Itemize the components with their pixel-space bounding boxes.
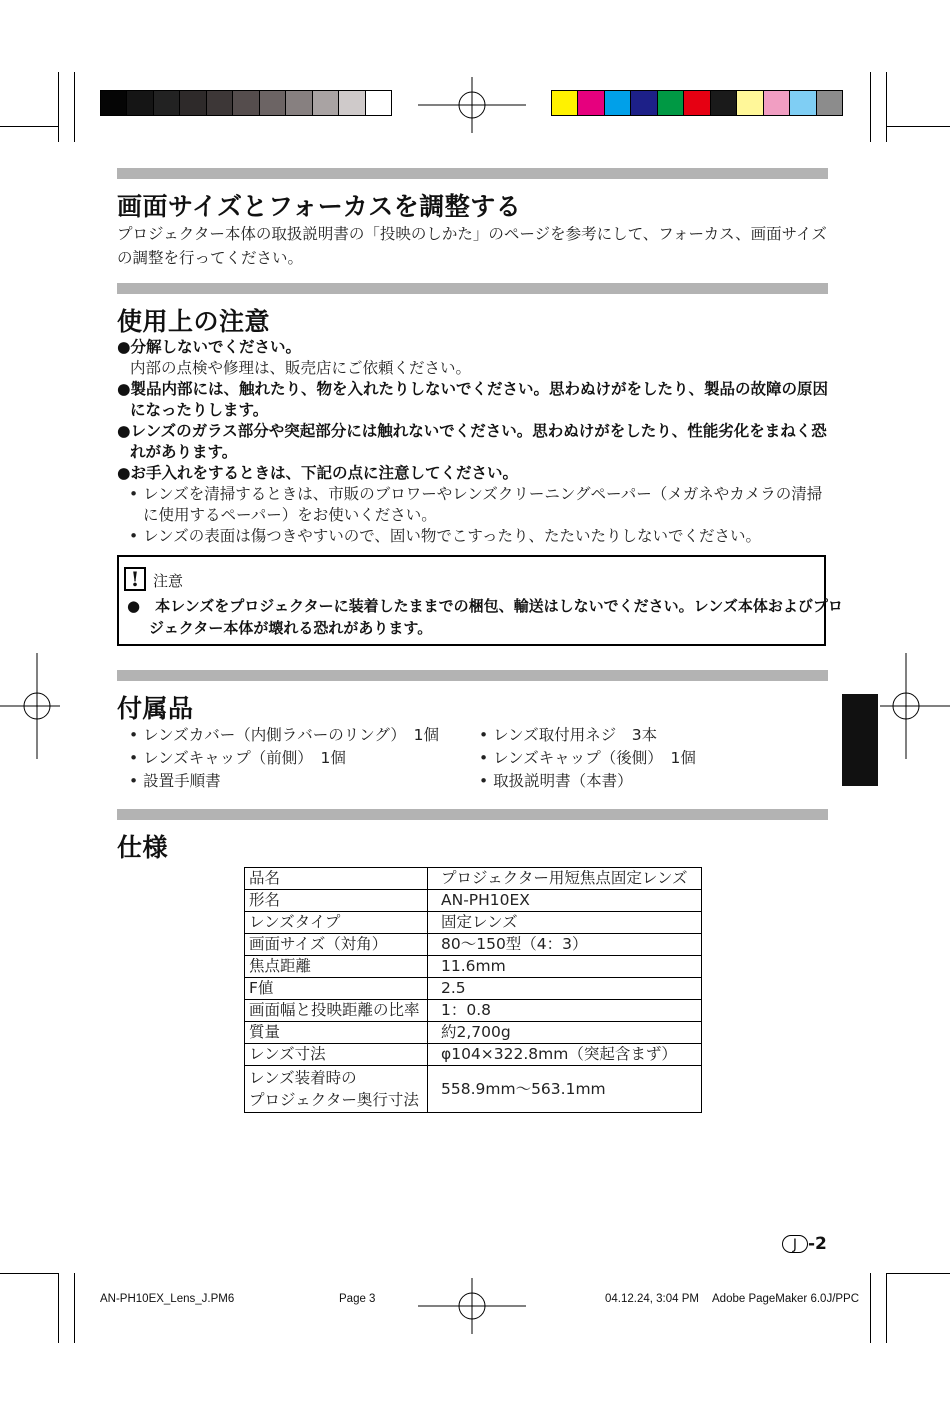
chapter-tab [842,694,878,786]
section-title-precautions: 使用上の注意 [117,307,271,336]
accessory-list-right [479,724,696,793]
accessory-item: • 取扱説明書（本書） [479,772,633,790]
spec-row [245,956,702,978]
spec-row [245,890,702,912]
spec-value: 約2,700g [428,1022,702,1044]
spec-key: 画面幅と投映距離の比率 [245,1000,428,1022]
spec-row [245,912,702,934]
process-color-bar [551,90,843,116]
accessory-item: • レンズ取付用ネジ 3本 [479,726,658,744]
color-swatch [179,91,205,115]
section-divider [117,809,828,820]
spec-row [245,934,702,956]
precaution-item: ●お手入れをするときは、下記の点に注意してください。 [117,464,519,482]
spec-key: F値 [245,978,428,1000]
caution-title: 注意 [153,572,184,590]
accessory-item: • レンズキャップ（後側） 1個 [479,749,696,767]
spec-key: 質量 [245,1022,428,1044]
precaution-item: ●分解しないでください。 [117,338,302,356]
spec-row [245,1044,702,1066]
spec-value: 11.6mm [428,956,702,978]
registration-mark-right [880,653,950,759]
color-swatch [577,91,603,115]
footer-timestamp: 04.12.24, 3:04 PM [605,1293,699,1305]
spec-row [245,1022,702,1044]
footer-filename: AN-PH10EX_Lens_J.PM6 [100,1293,235,1305]
spec-value: 固定レンズ [428,912,702,934]
color-swatch [816,91,842,115]
gray-color-bar [100,90,392,116]
section-divider [117,168,828,179]
spec-value: φ104×322.8mm（突起含まず） [428,1044,702,1066]
color-swatch [206,91,232,115]
cleaning-bullet: • レンズを清掃するときは、市販のブロワーやレンズクリーニングペーパー（メガネやカメラの清掃に使用するペーパー）をお使いください。 [129,485,823,524]
color-swatch [259,91,285,115]
color-swatch [789,91,815,115]
accessory-item: • 設置手順書 [129,772,221,790]
color-swatch [763,91,789,115]
spec-value: 80〜150型（4：3） [428,934,702,956]
accessory-item: • レンズカバー（内側ラバーのリング） 1個 [129,726,439,744]
spec-key: 焦点距離 [245,956,428,978]
color-swatch [101,91,126,115]
registration-mark-bottom [418,1278,526,1334]
spec-value: プロジェクター用短焦点固定レンズ [428,868,702,890]
cleaning-bullet: • レンズの表面は傷つきやすいので、固い物でこすったり、たたいたりしないでください。 [129,527,761,545]
section-divider [117,283,828,294]
spec-key [245,1066,428,1113]
spec-key: 品名 [245,868,428,890]
spec-key: レンズ寸法 [245,1044,428,1066]
section-divider [117,670,828,681]
spec-value: 558.9mm〜563.1mm [428,1066,702,1113]
accessory-list-left [129,724,439,793]
spec-value: AN-PH10EX [428,890,702,912]
footer-application: Adobe PageMaker 6.0J/PPC [712,1293,860,1305]
page-letter-badge: J [782,1235,808,1253]
spec-row [245,868,702,890]
color-swatch [736,91,762,115]
accessory-item: • レンズキャップ（前側） 1個 [129,749,346,767]
color-swatch [630,91,656,115]
spec-key-line: プロジェクター奥行寸法 [249,1091,419,1109]
color-swatch [365,91,391,115]
color-swatch [552,91,577,115]
color-swatch [604,91,630,115]
registration-mark-top [418,77,526,133]
section-title-specs: 仕様 [117,833,169,862]
exclamation-icon: ! [124,567,146,591]
section-title-adjust: 画面サイズとフォーカスを調整する [117,192,522,221]
spec-key: 画面サイズ（対角） [245,934,428,956]
spec-table [244,867,702,1113]
spec-value: 2.5 [428,978,702,1000]
color-swatch [285,91,311,115]
precaution-list [117,337,829,547]
spec-row [245,978,702,1000]
spec-key-line: レンズ装着時の [249,1069,357,1087]
footer-page: Page 3 [339,1293,376,1305]
color-swatch [126,91,152,115]
color-swatch [657,91,683,115]
section-title-accessories: 付属品 [117,694,194,723]
color-swatch [710,91,736,115]
caution-text: ● 本レンズをプロジェクターに装着したままでの梱包、輸送はしないでください。レンズ本体およびプロジェクター本体が壊れる恐れがあります。 [127,597,843,637]
color-swatch [232,91,258,115]
spec-value: 1：0.8 [428,1000,702,1022]
spec-row [245,1000,702,1022]
spec-key: 形名 [245,890,428,912]
page-number-value: -2 [808,1234,827,1254]
adjust-body-text: プロジェクター本体の取扱説明書の「投映のしかた」のページを参考にして、フォーカス、画面サイズの調整を行ってください。 [117,225,827,267]
registration-mark-left [0,653,60,759]
precaution-item: ●レンズのガラス部分や突起部分には触れないでください。思わぬけがをしたり、性能劣化をまねく恐れがあります。 [117,422,827,461]
color-swatch [683,91,709,115]
caution-box [117,555,843,646]
color-swatch [153,91,179,115]
page-number [782,1234,827,1254]
color-swatch [312,91,338,115]
spec-key: レンズタイプ [245,912,428,934]
precaution-item-detail: 内部の点検や修理は、販売店にご依頼ください。 [130,359,472,377]
spec-row [245,1066,702,1113]
color-swatch [338,91,364,115]
precaution-item: ●製品内部には、触れたり、物を入れたりしないでください。思わぬけがをしたり、製品の故障の原因になったりします。 [117,380,829,419]
